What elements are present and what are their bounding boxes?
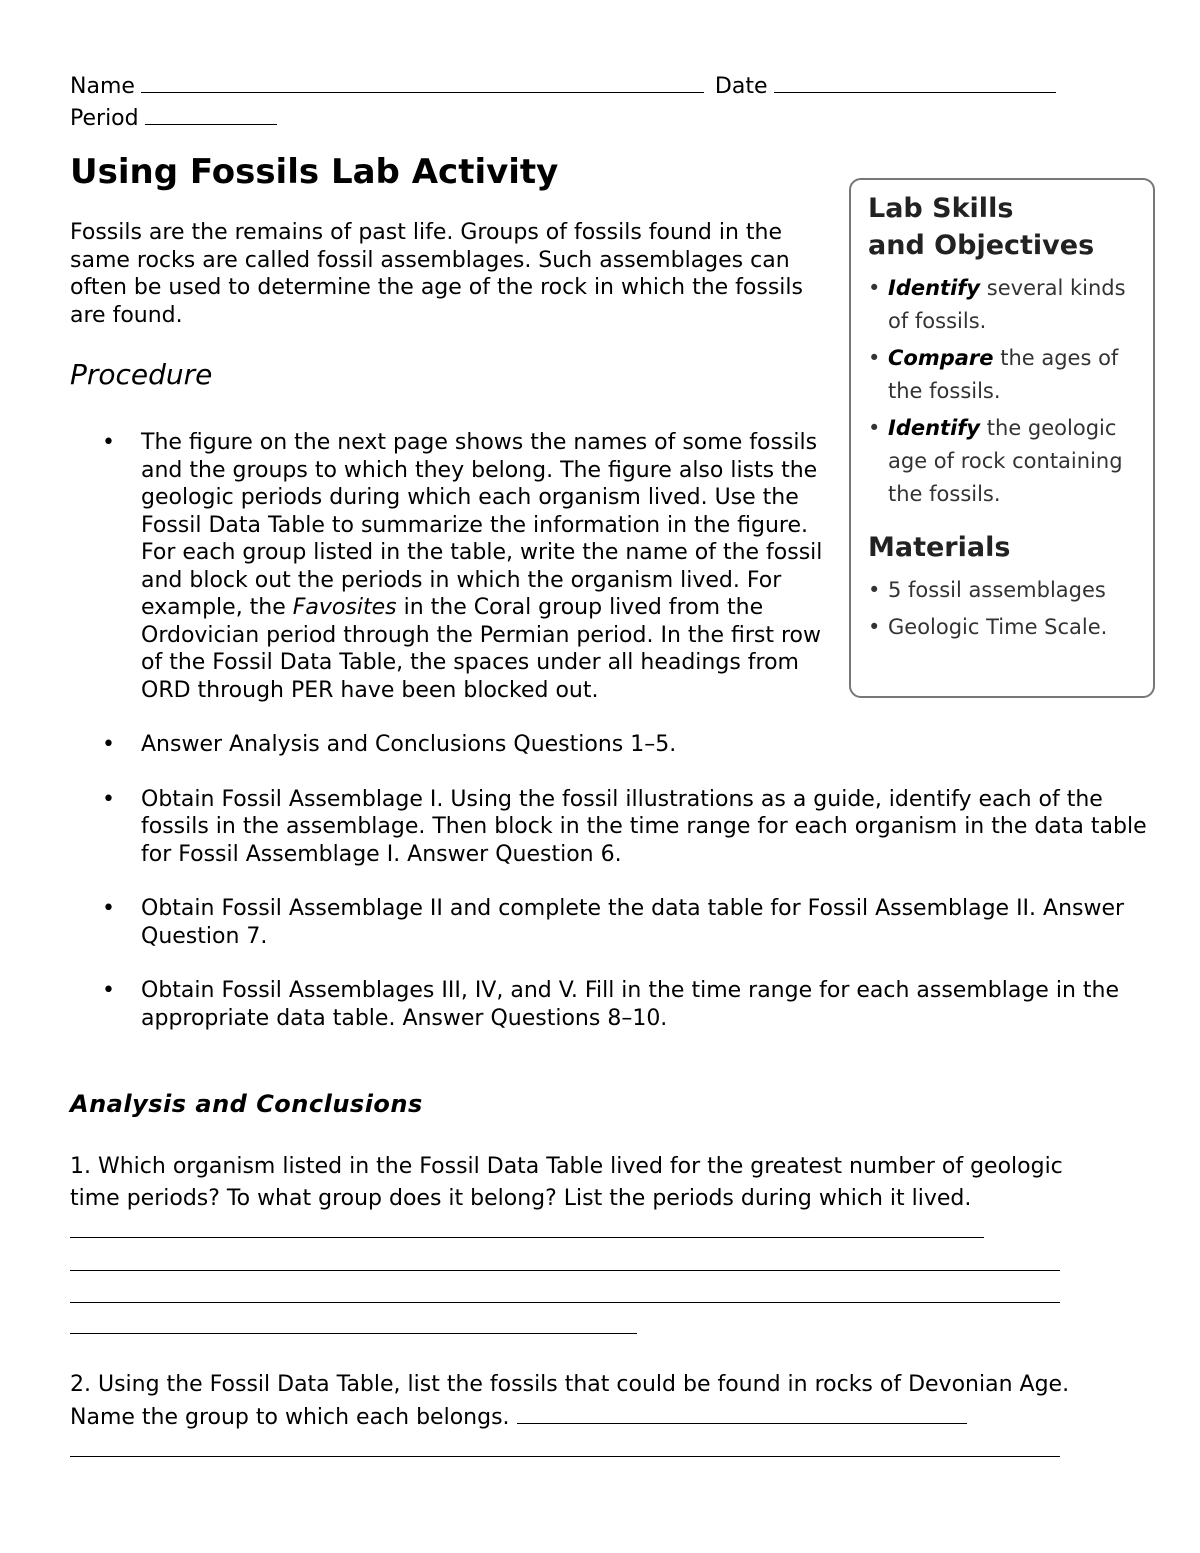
objective-item: • Compare the ages of the fossils. (868, 342, 1139, 408)
objectives-list (868, 272, 1139, 511)
procedure-heading: Procedure (70, 358, 213, 391)
name-label: Name (70, 74, 135, 99)
step-text: Obtain Fossil Assemblage II and complete the data table for Fossil Assemblage II. Answer Question 7. (141, 896, 1125, 949)
date-label: Date (714, 74, 768, 99)
procedure-step (70, 786, 1150, 869)
step-text: Obtain Fossil Assemblage I. Using the fossil illustrations as a guide, identify each of the fossils in the assemblage. Then block in the time range for each organism in the data table for Fossil Assemblage I. Answer Question 6. (141, 786, 1147, 867)
answer-line[interactable] (70, 1270, 1060, 1271)
bullet-icon: • (868, 276, 881, 300)
bullet-icon: • (868, 615, 881, 639)
procedure-step (70, 895, 1150, 950)
bullet-icon: • (868, 346, 881, 370)
question-1: 1. Which organism listed in the Fossil Data Table lived for the greatest number of geologic time periods? To what group does it belong? List the periods during which it lived. (70, 1151, 1100, 1248)
name-date-row (70, 70, 1056, 102)
skills-heading: Lab Skills and Objectives (868, 193, 1095, 261)
intro-paragraph: Fossils are the remains of past life. Groups of fossils found in the same rocks are called fossil assemblages. Such assemblages can often be used to determine the age of the rock in which the fossils are found. (70, 220, 803, 328)
answer-line[interactable] (70, 1302, 1060, 1303)
objective-item: • Identify the geologic age of rock containing the fossils. (868, 412, 1139, 511)
answer-line[interactable] (70, 1215, 984, 1238)
answer-line[interactable] (70, 1456, 1060, 1457)
bullet-icon: • (102, 896, 115, 921)
period-field[interactable] (145, 102, 277, 125)
materials-heading: Materials (868, 532, 1011, 563)
objective-item: • Identify several kinds of fossils. (868, 272, 1139, 338)
bullet-icon: • (102, 732, 115, 757)
procedure-step (70, 731, 1150, 759)
period-row (70, 102, 1056, 134)
answer-line[interactable] (70, 1333, 637, 1334)
answer-line[interactable] (517, 1401, 967, 1424)
analysis-heading: Analysis and Conclusions (70, 1090, 423, 1118)
bullet-icon: • (102, 786, 115, 812)
name-field[interactable] (141, 70, 704, 93)
favosites-term: Favosites (292, 595, 397, 620)
material-item: • 5 fossil assemblages (868, 574, 1139, 607)
step-text: Obtain Fossil Assemblages III, IV, and V. Fill in the time range for each assemblage in the appropriate data table. Answer Questions 8–10. (141, 978, 1119, 1031)
procedure-step (70, 977, 1150, 1032)
date-field[interactable] (774, 70, 1056, 93)
bullet-icon: • (102, 978, 115, 1003)
step-text: The figure on the next page shows the names of some fossils and the groups to which they belong. The figure also lists the geologic periods during which each organism lived. Use the Fossil Data Table to summarize the information in the figure. For each group listed in the table, write the name of the fossil and block out the periods in which the organism lived. For example, the Favosites in the Coral group lived from the Ordovician period through the Permian period. In the first row of the Fossil Data Table, the spaces under all headings from ORD through PER have been blocked out. (141, 430, 823, 703)
step-text: Answer Analysis and Conclusions Questions 1–5. (141, 732, 677, 757)
bullet-icon: • (868, 416, 881, 440)
bullet-icon: • (868, 578, 881, 602)
page-title: Using Fossils Lab Activity (70, 152, 559, 192)
period-label: Period (70, 106, 139, 131)
material-item: • Geologic Time Scale. (868, 611, 1139, 644)
student-info-header (70, 70, 1056, 134)
question-2: 2. Using the Fossil Data Table, list the fossils that could be found in rocks of Devonian Age. Name the group to which each belongs. (70, 1372, 1070, 1430)
lab-skills-sidebar (849, 178, 1155, 698)
bullet-icon: • (102, 430, 115, 455)
materials-list (868, 574, 1139, 644)
